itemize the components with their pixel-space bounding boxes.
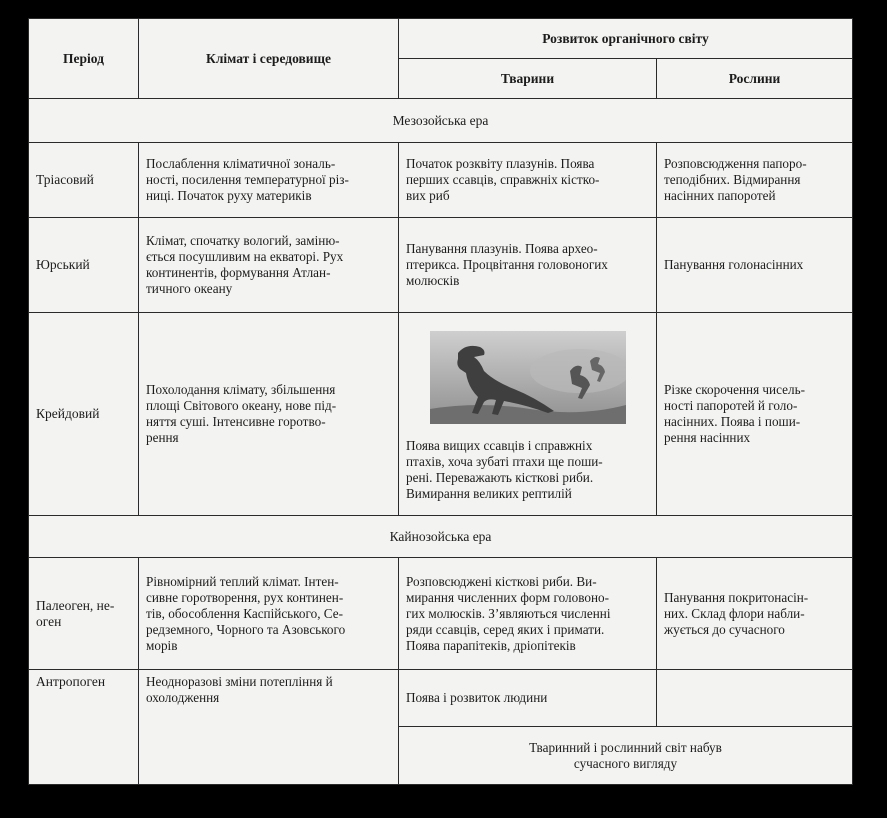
animals-cell: Панування плазунів. Поява архео- птерикса. Процвітання головоногих молюсків <box>399 218 657 313</box>
period-cell: Юрський <box>29 218 139 313</box>
header-animals: Тварини <box>399 59 657 99</box>
table-row <box>29 218 853 313</box>
dinosaur-illustration <box>430 331 626 424</box>
animals-cell: Поява і розвиток людини <box>399 670 657 727</box>
era-mesozoic: Мезозойська ера <box>29 99 853 143</box>
animals-cell: Поява вищих ссавців і справжніх птахів, хоча зубаті птахи ще поши- рені. Переважають кісткові риби. Вимирання великих рептилій <box>399 313 657 516</box>
table-row <box>29 143 853 218</box>
period-cell: Антропоген <box>29 670 139 785</box>
table-page <box>28 18 852 784</box>
plants-cell: Різке скорочення чисель- ності папоротей й голо- насінних. Поява і поши- рення насінних <box>657 313 853 516</box>
header-plants: Рослини <box>657 59 853 99</box>
header-climate: Клімат і середовище <box>139 19 399 99</box>
climate-cell: Послаблення кліматичної зональ- ності, посилення температурної різ- ниці. Початок руху материків <box>139 143 399 218</box>
geologic-periods-table <box>28 18 853 785</box>
climate-cell: Рівномірний теплий клімат. Інтен- сивне горотворення, рух континен- тів, обособлення Каспійського, Се- редземного, Чорного та Азовського морів <box>139 558 399 670</box>
animals-cell: Початок розквіту плазунів. Поява перших ссавців, справжніх кістко- вих риб <box>399 143 657 218</box>
plants-cell: Панування покритонасін- них. Склад флори набли- жується до сучасного <box>657 558 853 670</box>
climate-cell: Неодноразові зміни потепління й охолодження <box>139 670 399 785</box>
table-row <box>29 313 853 516</box>
climate-cell: Клімат, спочатку вологий, заміню- ється посушливим на екваторі. Рух континентів, формування Атлан- тичного океану <box>139 218 399 313</box>
era-cenozoic: Кайнозойська ера <box>29 516 853 558</box>
modern-world-note: Тваринний і рослинний світ набув сучасного вигляду <box>399 727 853 785</box>
header-period: Період <box>29 19 139 99</box>
period-cell: Крейдовий <box>29 313 139 516</box>
period-cell: Тріасовий <box>29 143 139 218</box>
period-cell: Палеоген, не- оген <box>29 558 139 670</box>
plants-cell <box>657 670 853 727</box>
plants-cell: Панування голонасінних <box>657 218 853 313</box>
header-development: Розвиток органічного світу <box>399 19 853 59</box>
animals-cell: Розповсюджені кісткові риби. Ви- мирання численних форм головоно- гих молюсків. З’являються численні ряди ссавців, серед яких і примати. Поява парапітеків, дріопітеків <box>399 558 657 670</box>
climate-cell: Похолодання клімату, збільшення площі Світового океану, нове під- няття суші. Інтенсивне горотвo- рення <box>139 313 399 516</box>
plants-cell: Розповсюдження папоро- теподібних. Відмирання насінних папоротей <box>657 143 853 218</box>
table-row <box>29 558 853 670</box>
table-row <box>29 670 853 727</box>
